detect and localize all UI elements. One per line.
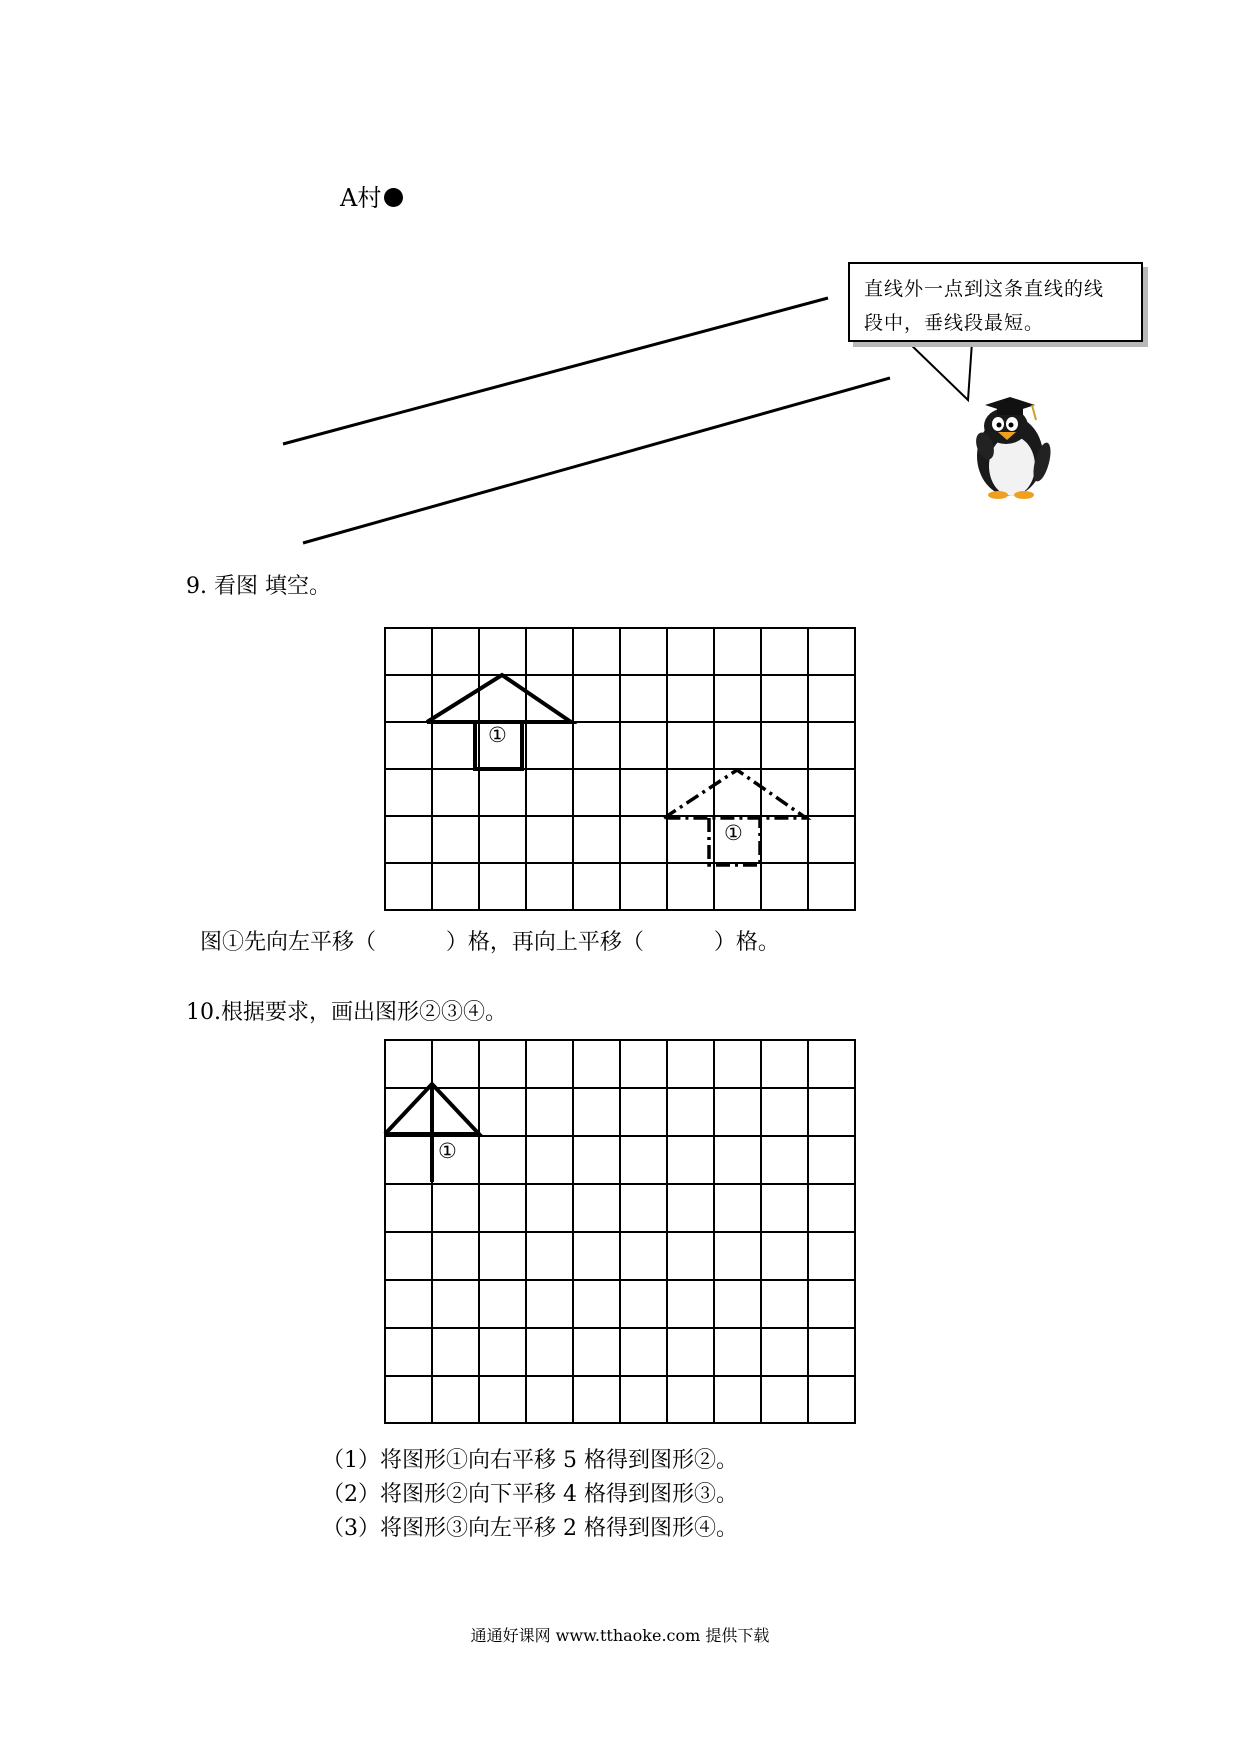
shape-dashed-label: ① [724,821,743,845]
road-line-lower [303,378,890,543]
village-dot-icon [384,188,403,207]
speech-bubble [848,262,1143,342]
umbrella-shape-label: ① [438,1139,457,1163]
village-name: A村 [340,184,382,212]
penguin-teacher-icon [973,397,1054,499]
grid-question10 [385,1040,855,1423]
question9-title: 9. 看图 填空。 [186,574,331,599]
speech-bubble-line1: 直线外一点到这条直线的线 [864,278,1105,300]
grid-question9 [385,628,855,910]
task-2: （2）将图形②向下平移 4 格得到图形③。 [322,1482,738,1507]
speech-bubble-tail [908,342,972,400]
task-1: （1）将图形①向右平移 5 格得到图形②。 [322,1448,738,1473]
footer-credit: 通通好课网 www.tthaoke.com 提供下载 [470,1626,770,1645]
village-a-label [340,183,403,213]
task-3: （3）将图形③向左平移 2 格得到图形④。 [322,1516,738,1541]
shape-solid-label: ① [488,723,507,747]
umbrella-shape [385,1084,479,1182]
question10-title: 10.根据要求，画出图形②③④。 [186,1000,507,1025]
question9-answer-line: 图①先向左平移（ ）格，再向上平移（ ）格。 [200,930,780,955]
road-line-upper [283,298,828,444]
speech-bubble-line2: 段中，垂线段最短。 [864,312,1045,334]
